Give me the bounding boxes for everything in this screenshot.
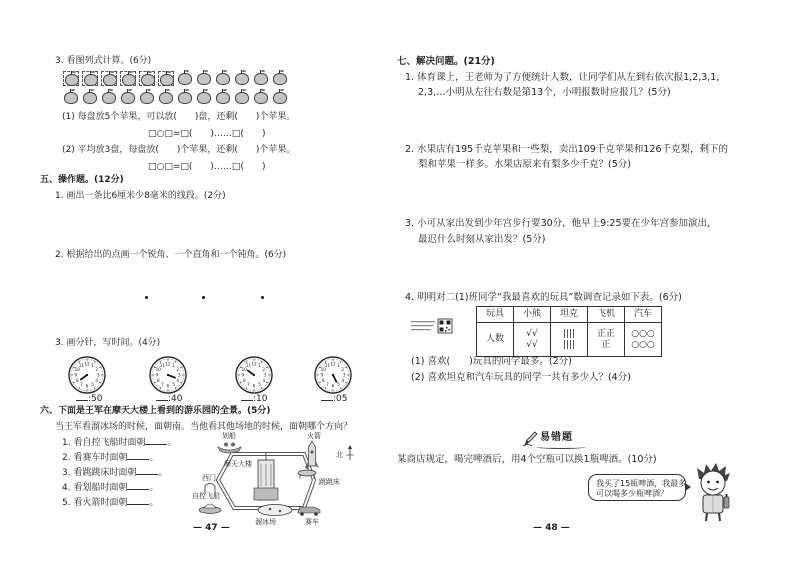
- clock-numeral: 12: [84, 361, 90, 367]
- clock-numeral: 12: [251, 361, 257, 367]
- map-label-boat: 划船: [222, 432, 236, 440]
- q3-part2: (2) 平均放3盘，每盘放( )个苹果，还剩( )个苹果。: [62, 145, 296, 155]
- clock-center: [332, 374, 334, 376]
- apple-icon: [235, 73, 249, 85]
- speech-text: 可以喝多少瓶啤酒？: [596, 489, 668, 498]
- tricky-problem: 某商店规定，喝完啤酒后，用4个空瓶可以换1瓶啤酒。(10分): [397, 454, 657, 465]
- section6-item: [62, 481, 158, 493]
- tally: √√: [526, 329, 538, 340]
- table-header-cell: 飞机: [588, 307, 625, 323]
- page-number: — 48 —: [533, 523, 570, 533]
- table-cell: [625, 323, 662, 357]
- clock-minutes: :40: [168, 394, 183, 404]
- toy-survey-table: [476, 306, 662, 357]
- clock-minutes: :10: [253, 394, 268, 404]
- clock-numeral: 1: [172, 362, 175, 368]
- boxed-apple: [63, 71, 79, 86]
- clock-numeral: 11: [245, 362, 252, 368]
- apple-cell: [120, 90, 136, 105]
- clock-time-label: [76, 393, 102, 404]
- clock-center: [86, 374, 88, 376]
- clock-face: [314, 356, 352, 394]
- item-end: 。: [167, 438, 177, 448]
- clock-numeral: 12: [165, 361, 171, 367]
- answer-blank: [145, 436, 167, 445]
- item-text: 4. 看划船时面朝: [62, 483, 128, 493]
- angle-point: [261, 296, 264, 299]
- apple-cell: [215, 71, 231, 86]
- clock-time-label: [156, 393, 182, 404]
- clock-numeral: 8: [242, 378, 246, 384]
- section7-q2-line: 梨和苹果一样多。水果店原来有梨多少千克？(5分): [418, 159, 631, 170]
- answer-blank: [127, 496, 149, 505]
- clock-numeral: 11: [78, 362, 85, 368]
- banner-underline: [536, 445, 586, 449]
- clock-numeral: 11: [159, 362, 166, 368]
- page-number: — 47 —: [193, 523, 230, 533]
- answer-blank: [241, 393, 253, 401]
- clock-time-label: [321, 393, 347, 404]
- clock-center: [167, 374, 169, 376]
- boxed-apple: [158, 71, 174, 86]
- clock-numeral: 5: [172, 382, 175, 388]
- clock-numeral: 5: [91, 382, 94, 388]
- apple-cell: [177, 90, 193, 105]
- clock-numeral: 6: [166, 383, 170, 389]
- apple-icon: [160, 74, 174, 86]
- apple-icon: [65, 74, 79, 86]
- clock-numeral: 4: [262, 378, 266, 384]
- north-arrow-icon: [346, 445, 354, 460]
- clock-numeral: 12: [330, 361, 336, 367]
- boat-icon: [218, 443, 241, 454]
- apple-icon: [254, 92, 268, 104]
- cartoon-boy-icon: [688, 461, 738, 523]
- table-header-cell: 汽车: [625, 307, 662, 323]
- banner-title: 易错题: [540, 432, 573, 443]
- clock-numeral: 9: [155, 372, 159, 378]
- section5-q2: 2. 根据给出的点画一个锐角、一个直角和一个钝角。(6分): [55, 250, 287, 260]
- tally: ||||: [562, 339, 576, 350]
- answer-blank: [136, 466, 158, 475]
- section7-q2-line: 2. 水果店有195千克苹果和一些梨，卖出109千克苹果和126千克梨，剩下的: [405, 144, 728, 155]
- apple-cell: [253, 71, 269, 86]
- table-cell: [551, 323, 588, 357]
- apple-icon: [197, 92, 211, 104]
- clock-center: [253, 374, 255, 376]
- section7-q3-line: 3. 小可从家出发到少年宫步行要30分，他早上9:25要在少年宫参加演出，: [405, 218, 717, 229]
- apple-cell: [272, 90, 288, 105]
- section7-q1-line: 1. 体育课上，王老师为了方便统计人数，让同学们从左到右依次报1,2,3,1,: [405, 72, 720, 83]
- clock-numeral: 3: [342, 372, 346, 378]
- clock-numeral: 3: [263, 372, 267, 378]
- section7-heading: 七、解决问题。(21分): [397, 56, 495, 67]
- tally: ||||: [562, 329, 576, 340]
- angle-point: [145, 296, 148, 299]
- answer-blank: [76, 393, 88, 401]
- qr-code-icon: [411, 318, 453, 334]
- apple-icon: [159, 92, 173, 104]
- answer-blank: [127, 451, 149, 460]
- clock-numeral: 9: [74, 372, 78, 378]
- clock-face: [68, 356, 106, 394]
- apple-icon: [122, 74, 136, 86]
- angle-point: [202, 296, 205, 299]
- apple-cell: [82, 90, 98, 105]
- apple-icon: [141, 74, 155, 86]
- tally: ○○○: [631, 329, 655, 340]
- boxed-apple: [101, 71, 117, 86]
- boxed-apple: [139, 71, 155, 86]
- apple-icon: [273, 92, 287, 104]
- clock-numeral: 10: [155, 366, 161, 372]
- clock-numeral: 7: [247, 382, 250, 388]
- clock-numeral: 8: [156, 378, 160, 384]
- item-text: 1. 看自控飞船时面朝: [62, 438, 146, 448]
- apple-icon: [121, 92, 135, 104]
- section7-q4-part1: (1) 喜欢( )玩具的同学最多。(2分): [411, 356, 572, 367]
- clock-numeral: 8: [75, 378, 79, 384]
- section5-heading: 五、操作题。(12分): [40, 175, 124, 185]
- boxed-apple: [120, 71, 136, 86]
- item-end: 。: [149, 483, 159, 493]
- ice-rink-icon: [258, 505, 292, 516]
- section7-q4-part2: (2) 喜欢坦克和汽车玩具的同学一共有多少人？(4分): [411, 372, 631, 383]
- section5-q1: 1. 画出一条比6厘米少8毫米的线段。(2分): [55, 191, 226, 201]
- apple-icon: [254, 73, 268, 85]
- section5-q3: 3. 画分针，写时间。(4分): [55, 338, 161, 348]
- section7-q4-title: 4. 明明对二(1)班同学“我最喜欢的玩具”数调查记录如下表。(6分): [405, 292, 682, 303]
- park-map: [188, 430, 363, 526]
- apple-cell: [215, 90, 231, 105]
- apple-cell: [158, 90, 174, 105]
- apple-icon: [273, 73, 287, 85]
- apple-cell: [272, 71, 288, 86]
- rocket-icon: [305, 441, 319, 468]
- clock-numeral: 9: [320, 372, 324, 378]
- table-row: [477, 323, 662, 357]
- section6-item: [62, 466, 167, 478]
- clock-face: [149, 356, 187, 394]
- apple-row: [63, 71, 288, 86]
- apple-row: [63, 90, 288, 105]
- apple-icon: [64, 92, 78, 104]
- table-header-cell: 坦克: [551, 307, 588, 323]
- clock-numeral: 8: [321, 378, 325, 384]
- q3-equation-1: □○□=□( )……□( ): [148, 129, 266, 139]
- clock-numeral: 2: [341, 366, 345, 372]
- apple-icon: [216, 92, 230, 104]
- q3-part1: (1) 每盘放5个苹果，可以放( )盘，还剩( )个苹果。: [62, 112, 296, 122]
- q3-equation-2: □○□=□( )……□( ): [148, 162, 266, 172]
- item-text: 5. 看火箭时面朝: [62, 498, 128, 508]
- table-header-row: [477, 307, 662, 323]
- clock-numeral: 1: [91, 362, 94, 368]
- apple-cell: [177, 71, 193, 86]
- apple-icon: [235, 92, 249, 104]
- section6-item: [62, 451, 158, 463]
- clock-numeral: 5: [337, 382, 340, 388]
- table-row-label: 人数: [477, 323, 514, 357]
- clock-numeral: 2: [95, 366, 99, 372]
- clock-numeral: 6: [331, 383, 335, 389]
- clock-numeral: 11: [324, 362, 331, 368]
- clock-numeral: 7: [80, 382, 83, 388]
- clock-time-label: [241, 393, 267, 404]
- race-car-icon: [298, 507, 320, 516]
- item-text: 3. 看跳跳床时面朝: [62, 468, 137, 478]
- apple-icon: [83, 92, 97, 104]
- apple-cell: [63, 90, 79, 105]
- tricky-question-banner: [522, 429, 588, 447]
- clock-numeral: 3: [177, 372, 181, 378]
- clock-numeral: 7: [326, 382, 329, 388]
- clock-numeral: 2: [262, 366, 266, 372]
- clock-numeral: 6: [252, 383, 256, 389]
- map-label-west-gate: 西门: [202, 474, 216, 482]
- apple-cell: [234, 71, 250, 86]
- apple-icon: [103, 74, 117, 86]
- section7-q3-line: 最迟什么时刻从家出发？(5分): [418, 234, 546, 245]
- clock-numeral: 7: [161, 382, 164, 388]
- table-cell: [514, 323, 551, 357]
- clock-numeral: 4: [341, 378, 345, 384]
- boxed-apple: [82, 71, 98, 86]
- tally: ○○○: [631, 339, 655, 350]
- section6-item: [62, 436, 176, 448]
- clock-numeral: 10: [241, 366, 247, 372]
- skyscraper-icon: [254, 452, 278, 500]
- apple-icon: [140, 92, 154, 104]
- clock-numeral: 2: [176, 366, 180, 372]
- tally: 正正: [596, 329, 615, 340]
- speech-text: 我买了15瓶啤酒，我最多: [596, 479, 687, 488]
- item-text: 2. 看赛车时面朝: [62, 453, 128, 463]
- apple-icon: [84, 74, 98, 86]
- clock-numeral: 5: [258, 382, 261, 388]
- tally: √√: [526, 339, 538, 350]
- section6-intro: 当王军看溜冰场的时候，面朝南。当他看其他场地的时候，面朝哪个方向？: [55, 422, 353, 432]
- clock-numeral: 4: [95, 378, 99, 384]
- spaceship-icon: [199, 504, 221, 514]
- speech-bubble: [588, 474, 686, 501]
- section7-q1-line: 2,3,…小明从左往右数是第13个，小明报数时应报几？(5分): [418, 87, 671, 98]
- apple-cell: [234, 90, 250, 105]
- map-label-race-car: 赛车: [305, 518, 319, 526]
- table-header-cell: 小熊: [514, 307, 551, 323]
- clock-numeral: 10: [320, 366, 326, 372]
- clock-numeral: 1: [258, 362, 261, 368]
- clock-numeral: 4: [176, 378, 180, 384]
- map-label-north: 北: [336, 451, 343, 459]
- answer-blank: [156, 393, 168, 401]
- item-end: 。: [158, 468, 168, 478]
- apple-icon: [178, 73, 192, 85]
- clock-numeral: 3: [96, 372, 100, 378]
- clock-minutes: :50: [88, 394, 103, 404]
- apple-cell: [196, 90, 212, 105]
- item-end: 。: [149, 498, 159, 508]
- clock-numeral: 6: [85, 383, 89, 389]
- apple-cell: [139, 90, 155, 105]
- map-label-trampoline: 跳跳床: [319, 478, 340, 486]
- clock-numeral: 1: [337, 362, 340, 368]
- table-cell: [588, 323, 625, 357]
- clock-numeral: 10: [74, 366, 80, 372]
- apple-icon: [178, 92, 192, 104]
- map-label-rocket: 火箭: [307, 432, 321, 440]
- apple-icon: [102, 92, 116, 104]
- section6-item: [62, 496, 158, 508]
- clock-face: [235, 356, 273, 394]
- map-label-rink: 溜冰场: [255, 518, 276, 526]
- map-label-tower: 摩天大楼: [224, 460, 252, 468]
- tally: 正: [601, 339, 611, 350]
- apple-cell: [196, 71, 212, 86]
- table-header-cell: 玩具: [477, 307, 514, 323]
- section6-heading: 六、下面是王军在摩天大楼上看到的游乐园的全景。(5分): [40, 406, 271, 416]
- map-label-spaceship: 自控飞船: [192, 492, 220, 500]
- answer-blank: [127, 481, 149, 490]
- answer-blank: [321, 393, 333, 401]
- apple-icon: [197, 73, 211, 85]
- apple-cell: [253, 90, 269, 105]
- item-end: 。: [149, 453, 159, 463]
- clock-numeral: 9: [241, 372, 245, 378]
- clock-minutes: :05: [333, 394, 348, 404]
- apple-cell: [101, 90, 117, 105]
- apple-icon: [216, 73, 230, 85]
- q3-title: 3. 看图列式计算。(6分): [55, 56, 152, 66]
